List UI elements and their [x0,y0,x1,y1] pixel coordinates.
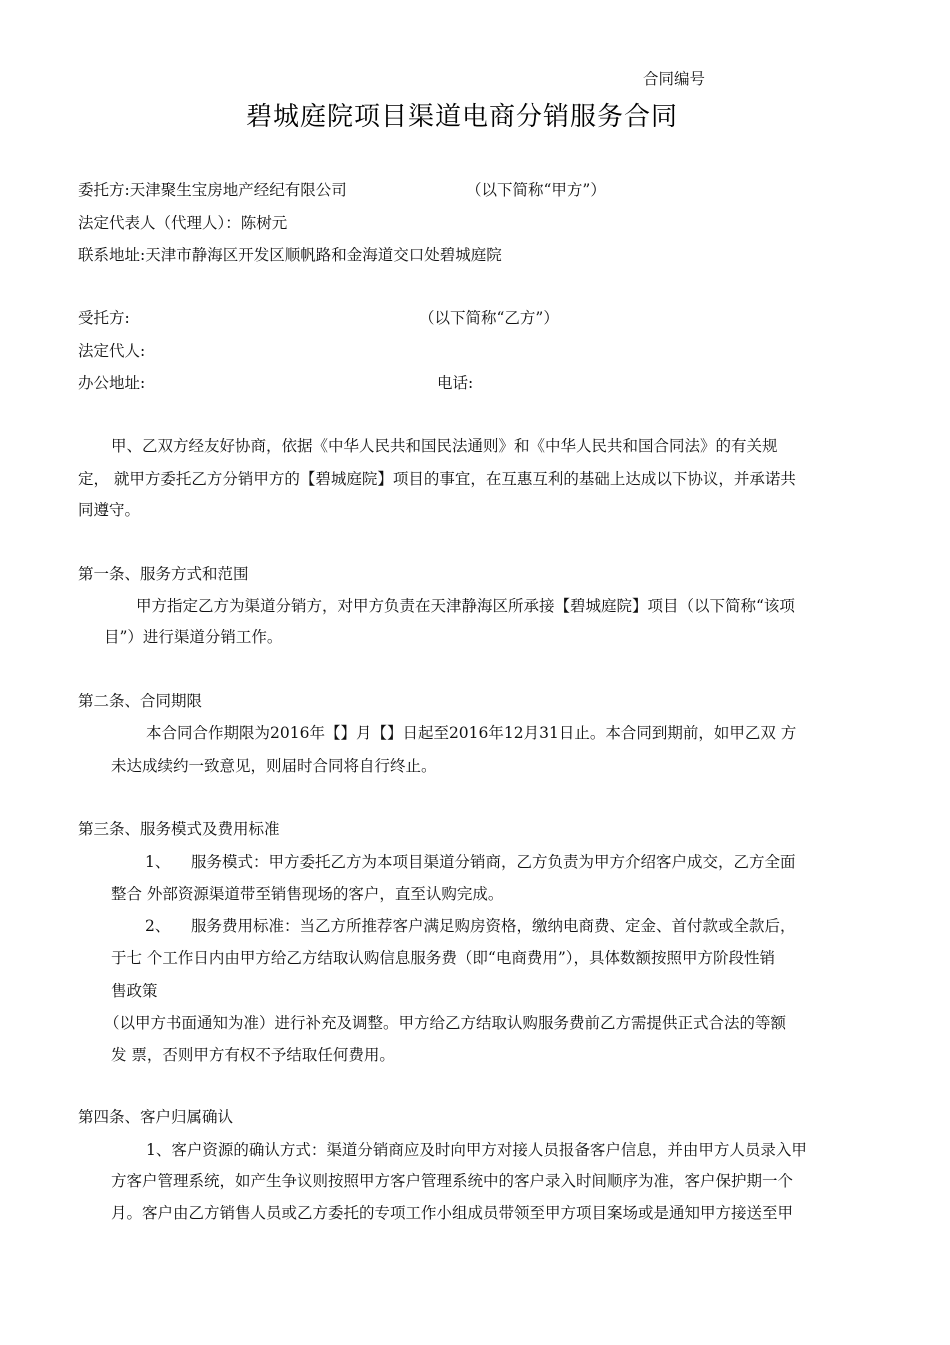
article3-item1-number: 1、 [145,853,171,871]
party-b-office: 办公地址: [78,374,146,392]
party-b-rep: 法定代人: [78,342,146,360]
article4-heading: 第四条、客户归属确认 [78,1108,234,1126]
article4-line2: 方客户管理系统，如产生争议则按照甲方客户管理系统中的客户录入时间顺序为准，客户保护期一个 [111,1172,794,1190]
article2-line2: 未达成续约一致意见，则届时合同将自行终止。 [111,757,437,775]
party-b-label: 受托方: [78,309,130,327]
preamble-line3: 同遵守。 [78,501,141,519]
article3-item2-line3: 售政策 [111,982,158,1000]
article2-line1: 本合同合作期限为2016年【】月【】日起至2016年12月31日止。本合同到期前，如甲乙双 方 [146,724,797,742]
article1-line1: 甲方指定乙方为渠道分销方，对甲方负责在天津静海区所承接【碧城庭院】项目（以下简称“该项 [136,597,795,615]
party-a-label: 委托方:天津聚生宝房地产经纪有限公司 [78,181,347,199]
article3-item2-number: 2、 [145,917,171,935]
article3-item2-line1: 服务费用标准：当乙方所推荐客户满足购房资格，缴纳电商费、定金、首付款或全款后， [191,917,796,935]
party-b-phone: 电话: [437,374,474,392]
party-a-rep: 法定代表人（代理人）：陈树元 [78,214,288,232]
party-a-address: 联系地址:天津市静海区开发区顺帆路和金海道交口处碧城庭院 [78,246,502,264]
preamble-line2: 定， 就甲方委托乙方分销甲方的【碧城庭院】项目的事宜，在互惠互利的基础上达成以下协议，并承诺共 [78,470,796,488]
document-title: 碧城庭院项目渠道电商分销服务合同 [246,102,679,132]
article3-item1-line1: 服务模式：甲方委托乙方为本项目渠道分销商，乙方负责为甲方介绍客户成交，乙方全面 [191,853,796,871]
article3-item2-line4: （以甲方书面通知为准）进行补充及调整。甲方给乙方结取认购服务费前乙方需提供正式合法的等额 [104,1014,787,1032]
party-b-alias: （以下简称“乙方”） [419,309,559,327]
article1-heading: 第一条、服务方式和范围 [78,565,249,583]
article4-line1: 1、客户资源的确认方式：渠道分销商应及时向甲方对接人员报备客户信息，并由甲方人员录入甲 [146,1141,807,1159]
party-a-alias: （以下简称“甲方”） [466,181,606,199]
article3-item1-line2: 整合 外部资源渠道带至销售现场的客户，直至认购完成。 [111,885,504,903]
article4-line3: 月。客户由乙方销售人员或乙方委托的专项工作小组成员带领至甲方项目案场或是通知甲方接送至甲 [111,1204,794,1222]
contract-no-label: 合同编号 [643,70,706,88]
article3-heading: 第三条、服务模式及费用标准 [78,820,280,838]
article2-heading: 第二条、合同期限 [78,692,203,710]
preamble-line1: 甲、乙双方经友好协商，依据《中华人民共和国民法通则》和《中华人民共和国合同法》的有关规 [111,437,778,455]
article3-item2-line5: 发 票，否则甲方有权不予结取任何费用。 [111,1046,395,1064]
article1-line2: 目”）进行渠道分销工作。 [104,628,283,646]
article3-item2-line2: 于七 个工作日内由甲方给乙方结取认购信息服务费（即“电商费用”），具体数额按照甲方阶段性销 [111,949,776,967]
